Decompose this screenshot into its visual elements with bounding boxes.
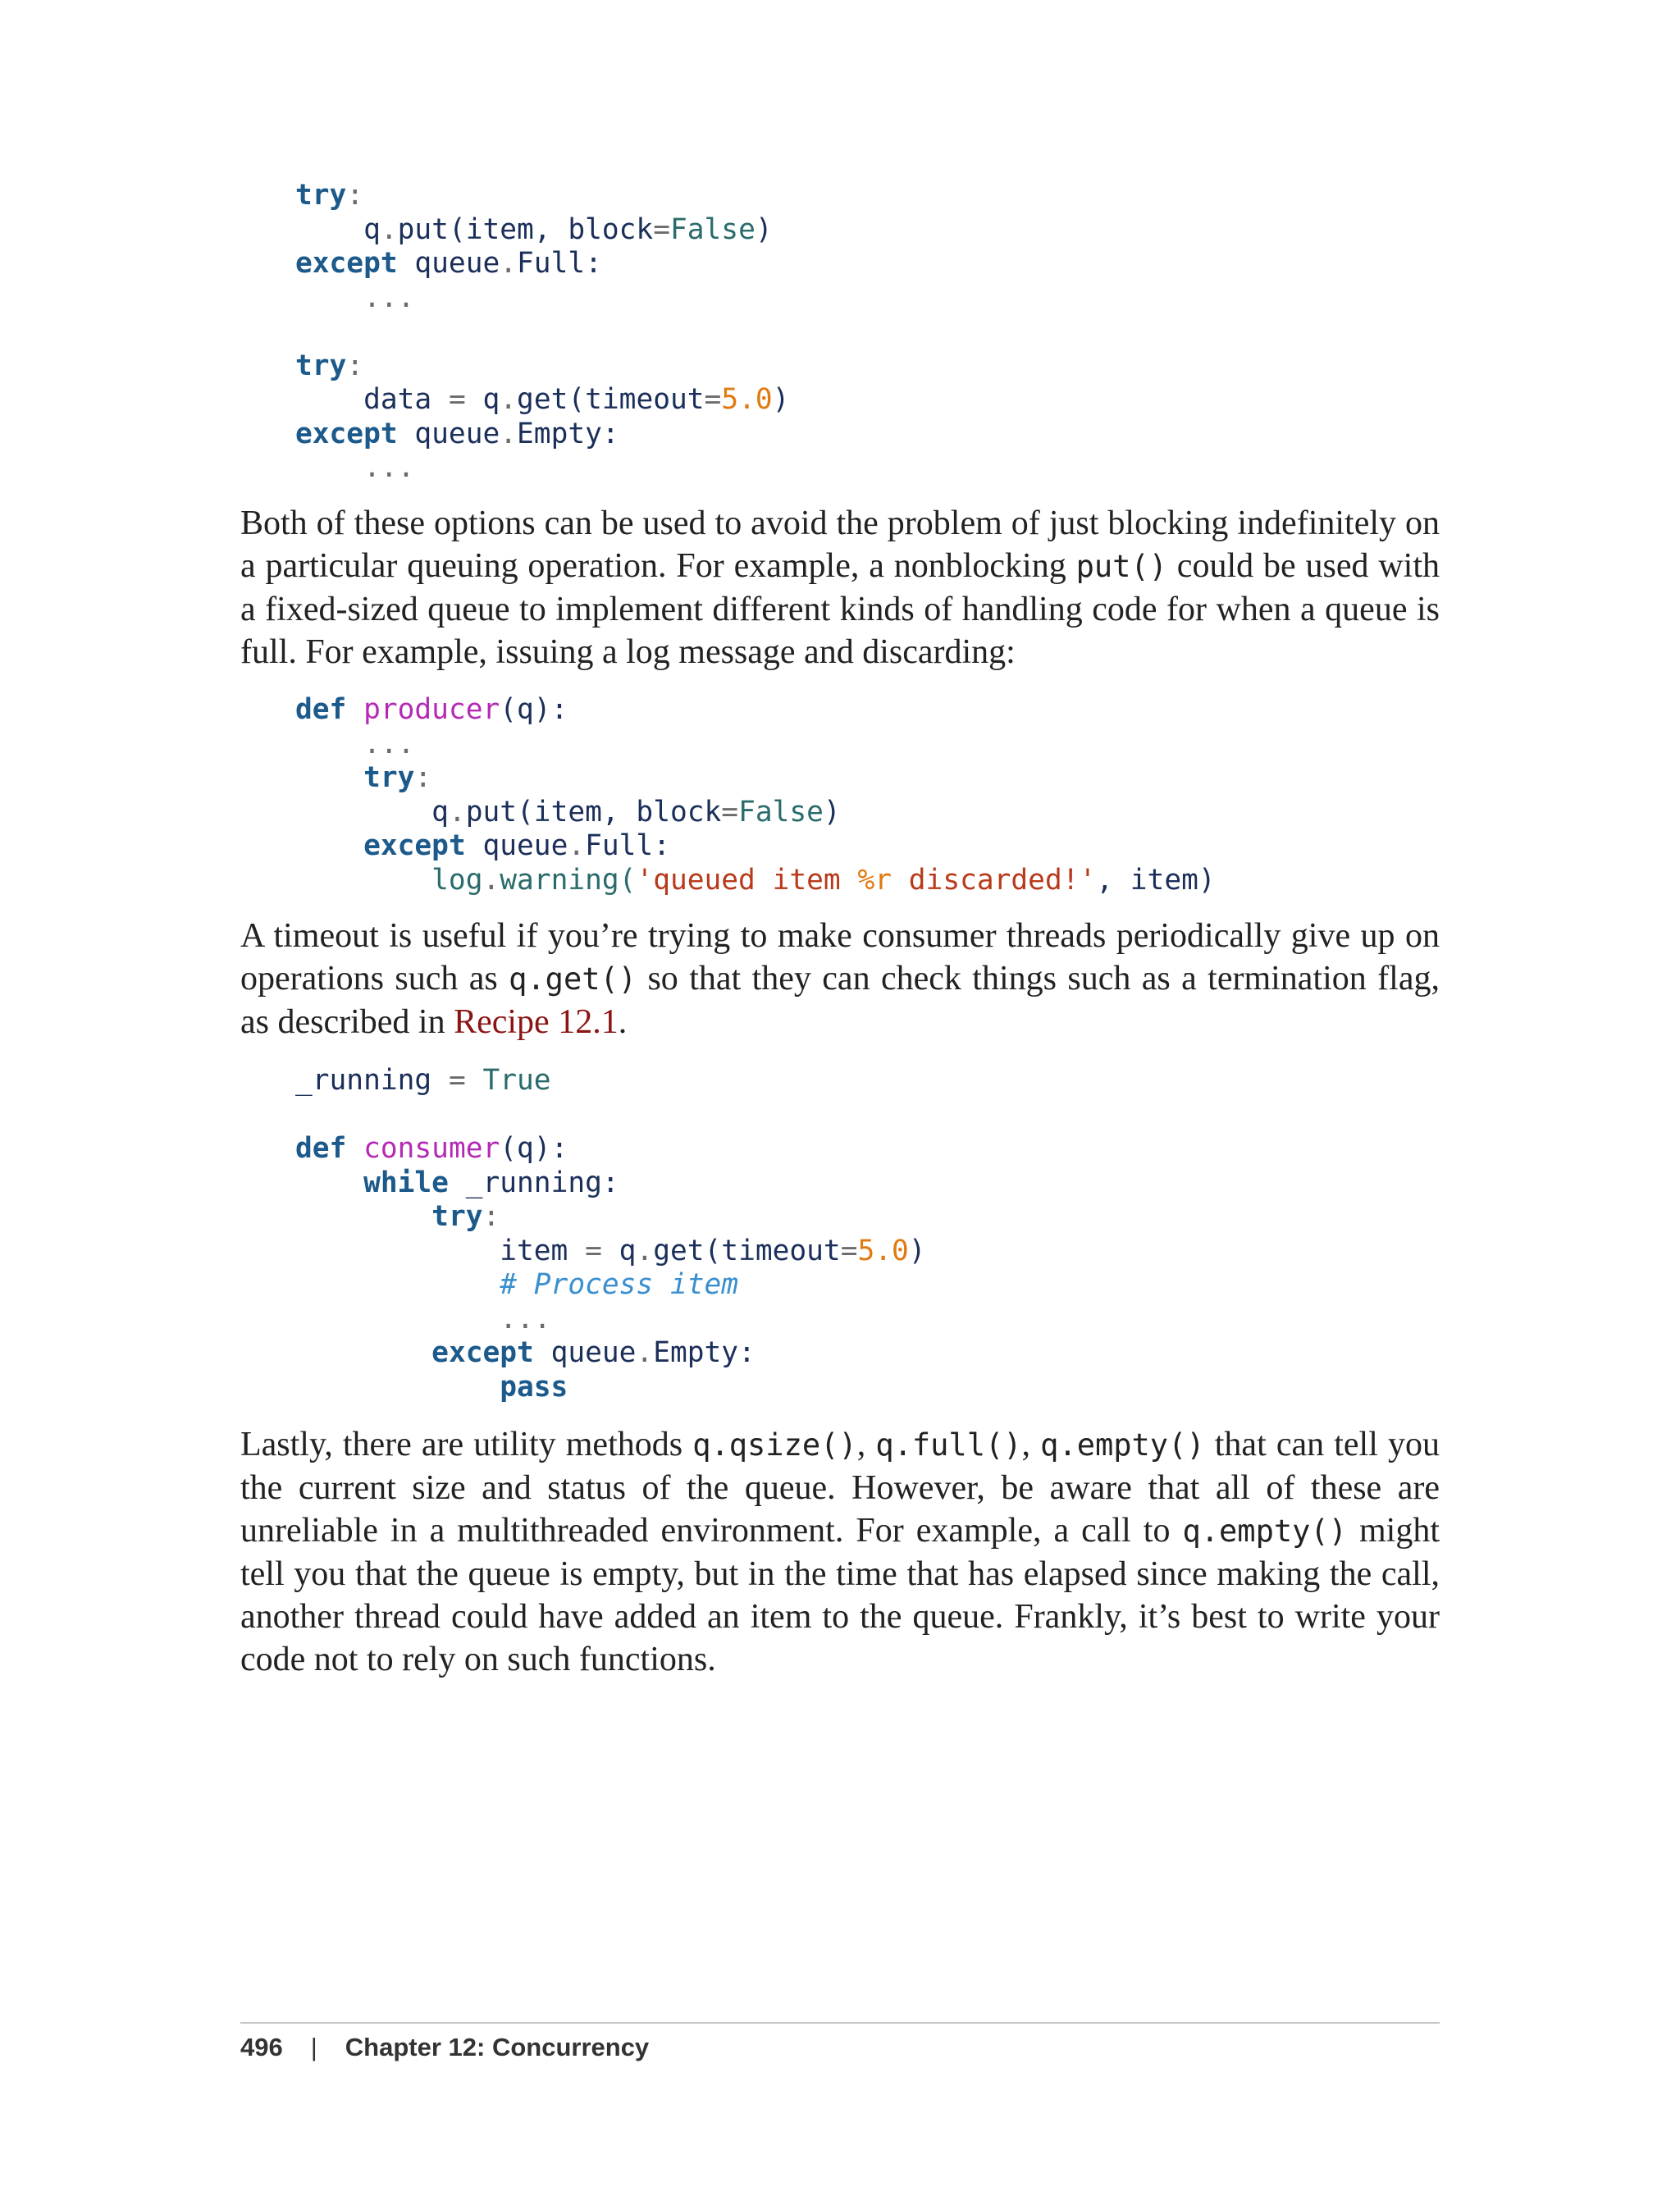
code-token: data	[295, 383, 449, 416]
code-line	[295, 1200, 926, 1235]
code-token: # Process item	[295, 1268, 739, 1301]
text-run: Both of these options can be used to avoid the problem of just blocking indefinitely on a particular queuing operation. For example, a nonblocking	[240, 504, 1440, 585]
code-line	[295, 213, 789, 248]
code-line	[295, 418, 789, 452]
code-token	[346, 1132, 363, 1165]
code-line	[295, 1268, 926, 1303]
code-token: except	[363, 829, 466, 862]
code-token: except	[431, 1336, 534, 1369]
code-token	[295, 1336, 431, 1369]
code-token	[295, 1200, 431, 1233]
code-token: .	[500, 247, 518, 280]
inline-code: put()	[1075, 549, 1167, 584]
text-run: ,	[1021, 1426, 1041, 1463]
code-token: get(timeout	[517, 383, 705, 416]
text-run: might tell you that the queue is empty, but in the time that has elapsed since making the call, another thread could have added an item to the queue. Frankly, it’s best to write your code not to rely on such functions.	[240, 1512, 1440, 1678]
code-line	[295, 1166, 926, 1201]
code-token: :	[346, 179, 364, 212]
code-token: .	[500, 417, 518, 450]
text-run: could be used with a fixed-sized queue to implement different kinds of handling code for when a queue is full. For example, issuing a log message and discarding:	[240, 547, 1440, 671]
code-token: =	[448, 383, 466, 416]
code-token: try	[431, 1200, 483, 1233]
code-token: queue	[533, 1336, 637, 1369]
code-token: q	[295, 212, 381, 246]
code-token: ...	[295, 727, 415, 760]
code-token: _running	[295, 1064, 449, 1097]
code-token: =	[448, 1064, 466, 1097]
code-token: Empty:	[653, 1336, 756, 1369]
text-run: ,	[856, 1426, 876, 1463]
text-run: .	[618, 1003, 628, 1041]
code-token: discarded!'	[892, 863, 1097, 897]
code-line	[295, 796, 1216, 830]
code-line	[295, 1303, 926, 1337]
code-token: while	[363, 1166, 449, 1199]
code-line	[295, 1064, 926, 1098]
chapter-title: Chapter 12: Concurrency	[345, 2033, 650, 2061]
code-line	[295, 1235, 926, 1269]
inline-code: q.empty()	[1182, 1513, 1347, 1549]
code-token: try	[363, 761, 415, 794]
code-block-producer	[295, 693, 1216, 897]
cross-reference-link[interactable]: Recipe 12.1	[454, 1003, 619, 1041]
code-token	[466, 1064, 483, 1097]
code-token: (q):	[500, 1132, 568, 1165]
code-token: False	[669, 212, 756, 246]
code-token: 'queued item	[636, 863, 858, 897]
code-token: %r	[857, 863, 892, 897]
code-token: consumer	[363, 1132, 500, 1165]
code-token: q	[601, 1234, 637, 1267]
code-token: )	[908, 1234, 926, 1267]
code-token	[295, 1166, 363, 1199]
code-token: :	[482, 1200, 500, 1233]
code-token: queue	[465, 829, 568, 862]
text-run: so that they can check things such as a termination flag, as described in	[240, 960, 1440, 1041]
code-token: .	[568, 829, 586, 862]
code-token: (q):	[500, 693, 568, 726]
text-run: A timeout is useful if you’re trying to make consumer threads periodically give up on operations such as	[240, 917, 1440, 998]
code-token: except	[295, 247, 398, 280]
code-token: :	[414, 761, 432, 794]
code-token: .	[448, 795, 466, 829]
paragraph-nonblocking-options	[240, 502, 1440, 673]
code-token	[295, 761, 363, 794]
code-line	[295, 829, 1216, 864]
code-token: )	[755, 212, 773, 246]
code-token	[295, 1371, 500, 1404]
code-line	[295, 864, 1216, 898]
code-token: _running:	[448, 1166, 619, 1199]
code-token: , item)	[1096, 863, 1216, 897]
code-token: queue	[397, 247, 500, 280]
footer-separator: |	[310, 2033, 317, 2061]
code-line	[295, 281, 789, 316]
code-token: )	[823, 795, 841, 829]
text-run: Lastly, there are utility methods	[240, 1426, 693, 1463]
code-token	[346, 693, 363, 726]
footer-rule	[240, 2022, 1440, 2024]
code-line	[295, 728, 1216, 762]
code-token: :	[346, 349, 364, 382]
code-line	[295, 247, 789, 281]
code-token: .	[482, 863, 500, 897]
code-token: 5.0	[857, 1234, 909, 1267]
code-line	[295, 315, 789, 349]
code-line	[295, 1132, 926, 1166]
code-line	[295, 451, 789, 486]
code-block-consumer	[295, 1064, 926, 1404]
inline-code: q.empty()	[1040, 1427, 1205, 1463]
code-token: q	[465, 383, 500, 416]
code-block-nonblocking	[295, 179, 789, 486]
code-token: queue	[397, 417, 500, 450]
code-line	[295, 383, 789, 418]
code-token: put(item, block	[465, 795, 722, 829]
code-token: ...	[295, 451, 415, 484]
code-line	[295, 693, 1216, 728]
code-token: Empty:	[517, 417, 619, 450]
code-line	[295, 179, 789, 213]
code-token: .	[380, 212, 398, 246]
code-token: .	[500, 383, 518, 416]
code-token: .	[636, 1234, 654, 1267]
code-token: ...	[295, 1302, 551, 1335]
code-token: try	[295, 179, 347, 212]
code-token: def	[295, 693, 347, 726]
code-token: =	[585, 1234, 602, 1267]
code-token: False	[738, 795, 824, 829]
code-token: =	[653, 212, 670, 246]
code-token: warning(	[500, 863, 637, 897]
code-token: Full:	[585, 829, 670, 862]
code-token: Full:	[517, 247, 602, 280]
paragraph-timeout	[240, 915, 1440, 1043]
code-token: item	[295, 1234, 586, 1267]
paragraph-utility-methods	[240, 1423, 1440, 1681]
code-token: producer	[363, 693, 500, 726]
inline-code: q.full()	[875, 1427, 1022, 1463]
code-line	[295, 1371, 926, 1405]
page-number: 496	[240, 2033, 283, 2061]
code-token: ...	[295, 281, 415, 314]
code-token: )	[772, 383, 790, 416]
inline-code: q.get()	[509, 961, 637, 997]
code-token: def	[295, 1132, 347, 1165]
code-line	[295, 1098, 926, 1133]
text-run: that can tell you the current size and status of the queue. However, be aware that all of these are unreliable in a multithreaded environment. For example, a call to	[240, 1426, 1440, 1550]
code-token: True	[482, 1064, 551, 1097]
code-token: put(item, block	[397, 212, 654, 246]
code-token: pass	[500, 1370, 568, 1404]
code-token: q	[295, 795, 449, 829]
code-token: =	[704, 383, 722, 416]
inline-code: q.qsize()	[692, 1427, 857, 1463]
code-token: except	[295, 417, 398, 450]
code-token: get(timeout	[653, 1234, 841, 1267]
code-token: .	[636, 1336, 654, 1369]
code-line	[295, 761, 1216, 796]
code-token	[295, 829, 363, 862]
code-token: 5.0	[721, 383, 773, 416]
code-token: log	[295, 863, 483, 897]
page-footer	[240, 2029, 649, 2066]
code-token: try	[295, 349, 347, 382]
code-line	[295, 1336, 926, 1371]
code-line	[295, 349, 789, 384]
code-token: =	[721, 795, 739, 829]
code-token: =	[840, 1234, 858, 1267]
